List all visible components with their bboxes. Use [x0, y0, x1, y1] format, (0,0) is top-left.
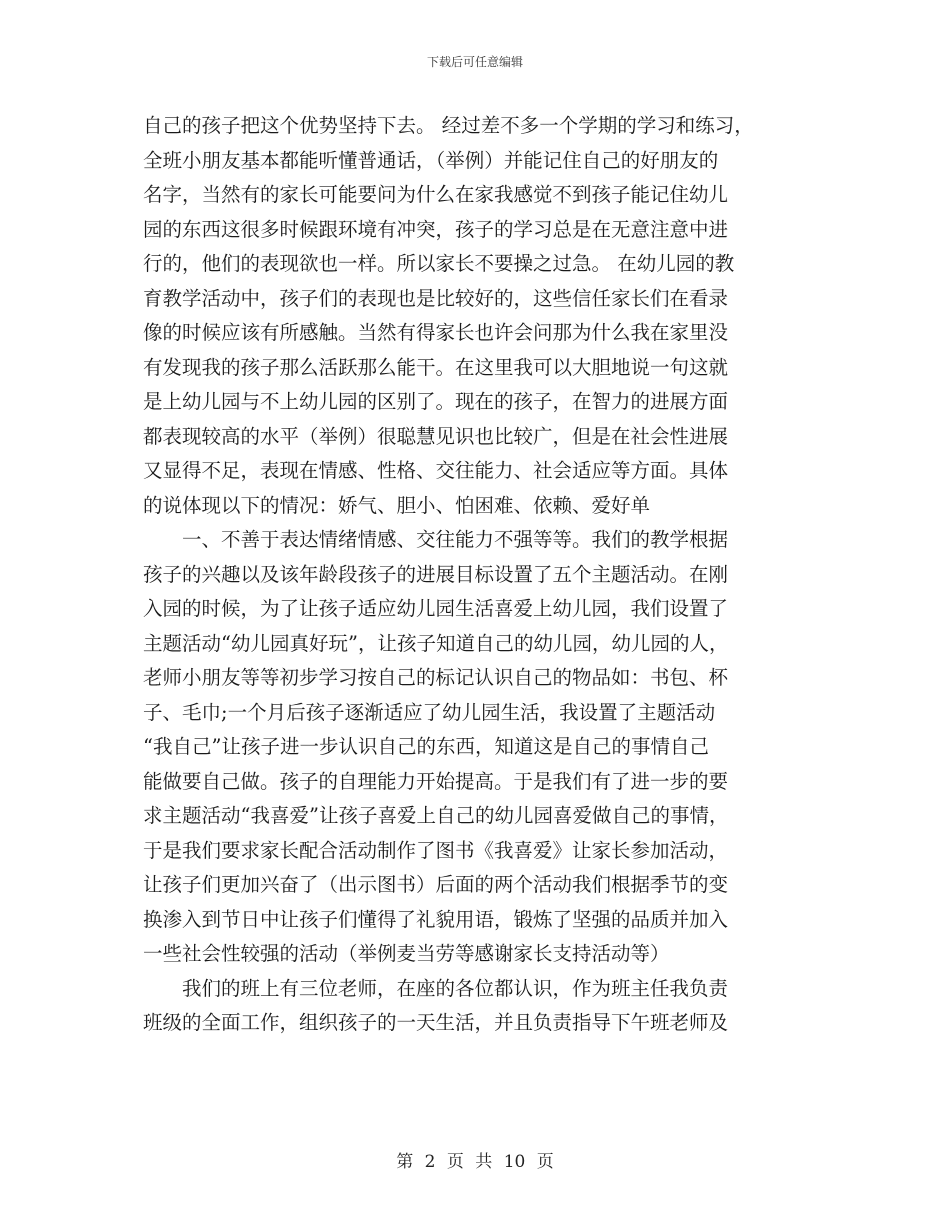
- body-text-line: 像的时候应该有所感触。当然有得家长也许会问那为什么我在家里没: [143, 321, 729, 344]
- body-text-line: 育教学活动中，孩子们的表现也是比较好的，这些信任家长们在看录: [143, 286, 729, 310]
- document-body: [143, 109, 815, 1041]
- page-header-note: 下载后可任意编辑: [426, 55, 523, 69]
- body-text-line: 孩子的兴趣以及该年龄段孩子的进展目标设置了五个主题活动。在刚: [143, 562, 729, 586]
- body-text-line: 都表现较高的水平（举例）很聪慧见识也比较广，但是在社会性进展: [143, 424, 729, 448]
- body-text-line: 求主题活动“我喜爱”让孩子喜爱上自己的幼儿园喜爱做自己的事情，: [143, 804, 729, 827]
- body-text-line: 名字，当然有的家长可能要问为什么在家我感觉不到孩子能记住幼儿: [143, 183, 729, 206]
- body-text-line: 全班小朋友基本都能听懂普通话，（举例）并能记住自己的好朋友的: [143, 148, 719, 172]
- body-text-line: “我自己”让孩子进一步认识自己的东西，知道这是自己的事情自己: [143, 735, 709, 758]
- body-text-line: 班级的全面工作，组织孩子的一天生活，并且负责指导下午班老师及: [143, 1011, 729, 1034]
- body-text-line: 换渗入到节日中让孩子们懂得了礼貌用语，锻炼了坚强的品质并加入: [143, 907, 729, 931]
- body-text-line: 于是我们要求家长配合活动制作了图书《我喜爱》让家长参加活动，: [143, 838, 729, 862]
- body-text-line: 入园的时候，为了让孩子适应幼儿园生活喜爱上幼儿园，我们设置了: [143, 597, 729, 620]
- body-text-line: 一、不善于表达情绪情感、交往能力不强等等。我们的教学根据: [182, 528, 729, 551]
- body-text-line: 的说体现以下的情况：娇气、胆小、怕困难、依赖、爱好单: [143, 493, 651, 517]
- body-text-line: 有发现我的孩子那么活跃那么能干。在这里我可以大胆地说一句这就: [143, 355, 729, 379]
- body-text-line: 行的，他们的表现欲也一样。所以家长不要操之过急。 在幼儿园的教: [143, 252, 735, 275]
- body-text-line: 园的东西这很多时候跟环境有冲突，孩子的学习总是在无意注意中进: [143, 217, 729, 241]
- body-text-line: 又显得不足，表现在情感、性格、交往能力、社会适应等方面。具体: [143, 459, 729, 482]
- body-text-line: 老师小朋友等等初步学习按自己的标记认识自己的物品如：书包、杯: [143, 666, 729, 689]
- body-text-line: 我们的班上有三位老师，在座的各位都认识，作为班主任我负责: [182, 976, 729, 1000]
- body-text-line: 子、毛巾;一个月后孩子逐渐适应了幼儿园生活，我设置了主题活动: [143, 700, 716, 724]
- body-text-line: 让孩子们更加兴奋了（出示图书）后面的两个活动我们根据季节的变: [143, 873, 729, 896]
- body-text-line: 主题活动“幼儿园真好玩”，让孩子知道自己的幼儿园，幼儿园的人，: [143, 631, 729, 655]
- page-number-footer: 第 2 页 共 10 页: [396, 1152, 554, 1172]
- body-text-line: 自己的孩子把这个优势坚持下去。 经过差不多一个学期的学习和练习，: [143, 114, 754, 137]
- body-text-line: 是上幼儿园与不上幼儿园的区别了。现在的孩子，在智力的进展方面: [143, 390, 729, 413]
- body-text-line: 一些社会性较强的活动（举例麦当劳等感谢家长支持活动等）: [143, 942, 670, 965]
- body-text-line: 能做要自己做。孩子的自理能力开始提高。于是我们有了进一步的要: [143, 769, 729, 793]
